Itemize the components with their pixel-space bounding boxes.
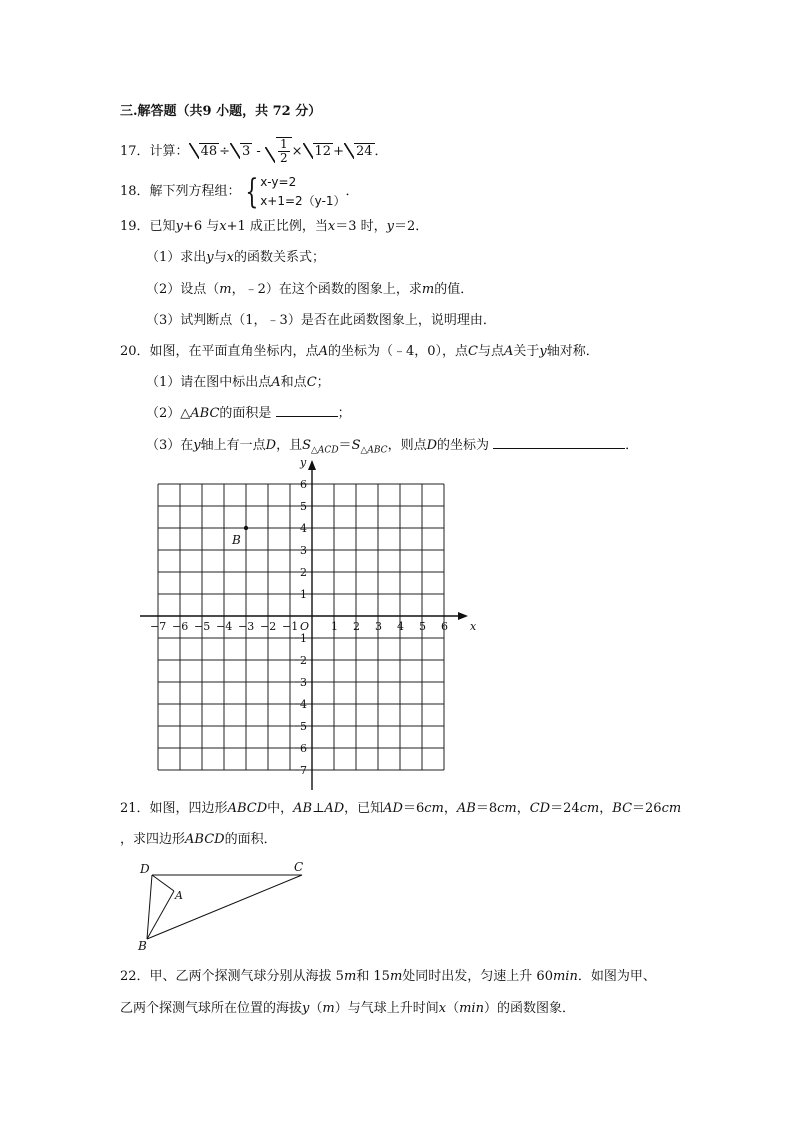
radicand: 48 — [200, 144, 218, 159]
text: 中， — [267, 801, 294, 816]
question-number: 21． — [120, 801, 150, 816]
operator: + — [333, 144, 344, 159]
text: 的函数关系式； — [234, 250, 326, 265]
label-A: A — [175, 889, 183, 902]
answer-blank[interactable] — [276, 416, 338, 417]
text: ， — [443, 801, 457, 816]
text: 甲、乙两个探测气球分别从海拔 5 — [149, 969, 344, 984]
radicand: 3 — [242, 144, 251, 159]
x-tick-label: 1 — [331, 620, 338, 633]
y-tick-label: 1 — [300, 588, 307, 601]
var: x — [438, 1001, 447, 1016]
text: ， — [516, 801, 530, 816]
y-tick-label: 4 — [300, 698, 307, 711]
var: y — [539, 344, 547, 359]
y-tick-label: 5 — [300, 720, 307, 733]
text: （2）设点（ — [146, 282, 220, 297]
x-tick-label: 2 — [353, 620, 360, 633]
unit: cm — [497, 801, 517, 816]
text: ＝8 — [475, 801, 498, 816]
period: ． — [345, 184, 359, 199]
x-arrow-icon — [458, 612, 468, 620]
var: AD — [383, 801, 403, 816]
text: （1）求出 — [146, 250, 207, 265]
x-tick-label: −7 — [150, 620, 167, 633]
label-B: B — [138, 939, 147, 953]
y-tick-label: 4 — [300, 522, 307, 535]
question-21 — [120, 800, 681, 818]
text: （ — [446, 1001, 460, 1016]
var: C — [306, 375, 317, 390]
text: ，且 — [276, 438, 303, 453]
operator: ÷ — [219, 144, 231, 159]
y-arrow-icon — [308, 460, 316, 470]
var: y — [175, 219, 183, 234]
text: ．如图为甲、 — [577, 969, 656, 984]
text: ）与气球上升时间 — [334, 1001, 439, 1016]
y-tick-label: 6 — [300, 742, 307, 755]
x-tick-label: 4 — [397, 620, 404, 633]
equation-2: x+1=2（y-1） — [260, 193, 346, 208]
sqrt-half — [265, 137, 292, 165]
subscript: △ABC — [360, 445, 388, 456]
question-22-line-2 — [120, 1000, 575, 1018]
text: ； — [316, 375, 330, 390]
text: 与点 — [477, 344, 504, 359]
text: 和 15 — [356, 969, 390, 984]
var: C — [468, 344, 478, 359]
x-tick-label: −4 — [216, 620, 233, 633]
text: 已知 — [149, 219, 176, 234]
question-19-part-1 — [146, 249, 325, 267]
text: 的坐标为（﹣4，0），点 — [327, 344, 468, 359]
unit: cm — [661, 801, 682, 816]
coordinate-grid — [130, 455, 480, 795]
question-19-part-3: （3）试判断点（1，﹣3）是否在此函数图象上，说明理由． — [146, 313, 496, 328]
question-22 — [120, 968, 656, 986]
text: ； — [337, 406, 351, 421]
text: 和点 — [280, 375, 307, 390]
sqrt-24 — [344, 143, 375, 161]
var: AB — [293, 801, 313, 816]
edge-bc — [147, 875, 302, 939]
question-number: 20． — [120, 344, 150, 359]
section-heading: 三.解答题（共9 小题，共 72 分） — [120, 104, 322, 119]
var: A — [271, 375, 281, 390]
edge-ab — [147, 891, 174, 939]
unit: min — [552, 969, 578, 984]
unit: min — [459, 1001, 484, 1016]
text: ，已知 — [344, 801, 384, 816]
var: y — [302, 1001, 310, 1016]
text: ＝6 — [402, 801, 425, 816]
x-tick-label: −1 — [282, 620, 299, 633]
numerator: 1 — [279, 137, 288, 151]
text: ， — [599, 801, 613, 816]
text: 的值． — [434, 282, 474, 297]
x-tick-label: −6 — [172, 620, 189, 633]
var: ABCD — [185, 832, 225, 847]
x-tick-label: −5 — [194, 620, 211, 633]
question-19-part-2 — [146, 281, 473, 299]
x-tick-label: −3 — [238, 620, 255, 633]
y-tick-label: 3 — [300, 676, 307, 689]
question-text: 解下列方程组： — [149, 184, 241, 199]
var: AD — [324, 801, 345, 816]
var: S — [351, 438, 361, 453]
var: x — [219, 219, 227, 234]
question-number: 19． — [120, 219, 150, 234]
var: y — [193, 438, 201, 453]
var: A — [503, 344, 514, 359]
subscript: △ACD — [311, 445, 339, 456]
y-tick-label: 5 — [300, 500, 307, 513]
question-20-part-1 — [146, 374, 330, 392]
text: ＝2． — [393, 219, 429, 234]
var: m — [421, 282, 435, 297]
var: ABC — [190, 406, 220, 421]
text: 乙两个探测气球所在位置的海拔 — [120, 1001, 303, 1016]
unit: m — [322, 1001, 335, 1016]
text: 轴对称． — [546, 344, 599, 359]
origin-label: O — [300, 620, 310, 633]
edge-da — [152, 875, 174, 891]
text: ＝ — [338, 438, 352, 453]
var: x — [327, 219, 336, 234]
text: ． — [625, 438, 639, 453]
question-number: 17． — [120, 144, 150, 159]
text: 处同时出发，匀速上升 60 — [402, 969, 553, 984]
unit: m — [343, 969, 357, 984]
sqrt-3 — [230, 143, 252, 161]
var: A — [318, 344, 328, 359]
text: ＝3 时， — [335, 219, 387, 234]
question-number: 22． — [120, 969, 150, 984]
text: 与 — [213, 250, 227, 265]
text: +1 成正比例，当 — [226, 219, 328, 234]
text: （1）请在图中标出点 — [146, 375, 272, 390]
question-18 — [120, 172, 359, 212]
unit: cm — [579, 801, 600, 816]
x-axis-label: x — [470, 620, 477, 633]
text: 的面积是 — [219, 406, 272, 421]
text: 的面积． — [224, 832, 277, 847]
y-tick-label: 2 — [300, 566, 307, 579]
equation-1: x-y=2 — [260, 174, 297, 189]
text: +6 与 — [182, 219, 220, 234]
label-C: C — [294, 860, 304, 874]
text: ⊥ — [312, 801, 325, 816]
text: ，求四边形 — [120, 832, 186, 847]
text: ，则点 — [387, 438, 427, 453]
unit: m — [389, 969, 403, 984]
var: D — [265, 438, 277, 453]
radicand: 12 — [314, 144, 332, 159]
equation-system — [241, 173, 346, 211]
y-tick-label: 2 — [300, 654, 307, 667]
edge-db — [147, 875, 152, 939]
text: 如图，在平面直角坐标内，点 — [149, 344, 319, 359]
fraction — [278, 138, 290, 165]
question-text: 计算： — [149, 144, 189, 159]
var: CD — [529, 801, 551, 816]
x-tick-label: 6 — [441, 620, 448, 633]
var: D — [426, 438, 438, 453]
question-number: 18． — [120, 184, 150, 199]
unit: cm — [424, 801, 444, 816]
text: 轴上有一点 — [200, 438, 266, 453]
quadrilateral-figure — [130, 855, 320, 955]
question-19 — [120, 218, 428, 236]
y-tick-label: 3 — [300, 544, 307, 557]
var: BC — [612, 801, 633, 816]
text: （3）在 — [146, 438, 194, 453]
text: 的坐标为 — [437, 438, 490, 453]
var: ABCD — [227, 801, 268, 816]
text: （2）△ — [146, 406, 191, 421]
var: S — [302, 438, 312, 453]
answer-blank[interactable] — [493, 448, 625, 449]
label-D: D — [140, 862, 150, 876]
text: 如图，四边形 — [149, 801, 228, 816]
y-axis-label: y — [300, 456, 307, 469]
x-tick-label: −2 — [260, 620, 277, 633]
x-tick-label: 5 — [419, 620, 426, 633]
sqrt-12 — [303, 143, 334, 161]
period: ． — [374, 144, 388, 159]
var: x — [226, 250, 234, 265]
text: ，﹣2）在这个函数的图象上，求 — [231, 282, 422, 297]
y-tick-label: 7 — [300, 764, 307, 777]
y-tick-label: 1 — [300, 632, 307, 645]
question-21-line-2 — [120, 831, 277, 849]
x-tick-label: 3 — [375, 620, 382, 633]
question-20 — [120, 343, 599, 361]
text: ）的函数图象． — [483, 1001, 575, 1016]
var: y — [206, 250, 214, 265]
radicand: 24 — [355, 144, 373, 159]
denominator: 2 — [279, 151, 288, 165]
sqrt-48 — [189, 143, 220, 161]
var: y — [386, 219, 394, 234]
y-tick-label: 6 — [300, 478, 307, 491]
text: （ — [309, 1001, 323, 1016]
point-b — [244, 526, 248, 530]
text: ＝26 — [632, 801, 662, 816]
var: m — [219, 282, 232, 297]
operator: × — [291, 144, 303, 159]
question-20-part-2 — [146, 405, 351, 423]
point-b-label: B — [232, 533, 241, 547]
text: 关于 — [513, 344, 540, 359]
question-17 — [120, 137, 388, 165]
brace-icon: { — [244, 171, 258, 212]
var: AB — [456, 801, 476, 816]
operator: - — [252, 144, 265, 159]
text: ＝24 — [550, 801, 580, 816]
